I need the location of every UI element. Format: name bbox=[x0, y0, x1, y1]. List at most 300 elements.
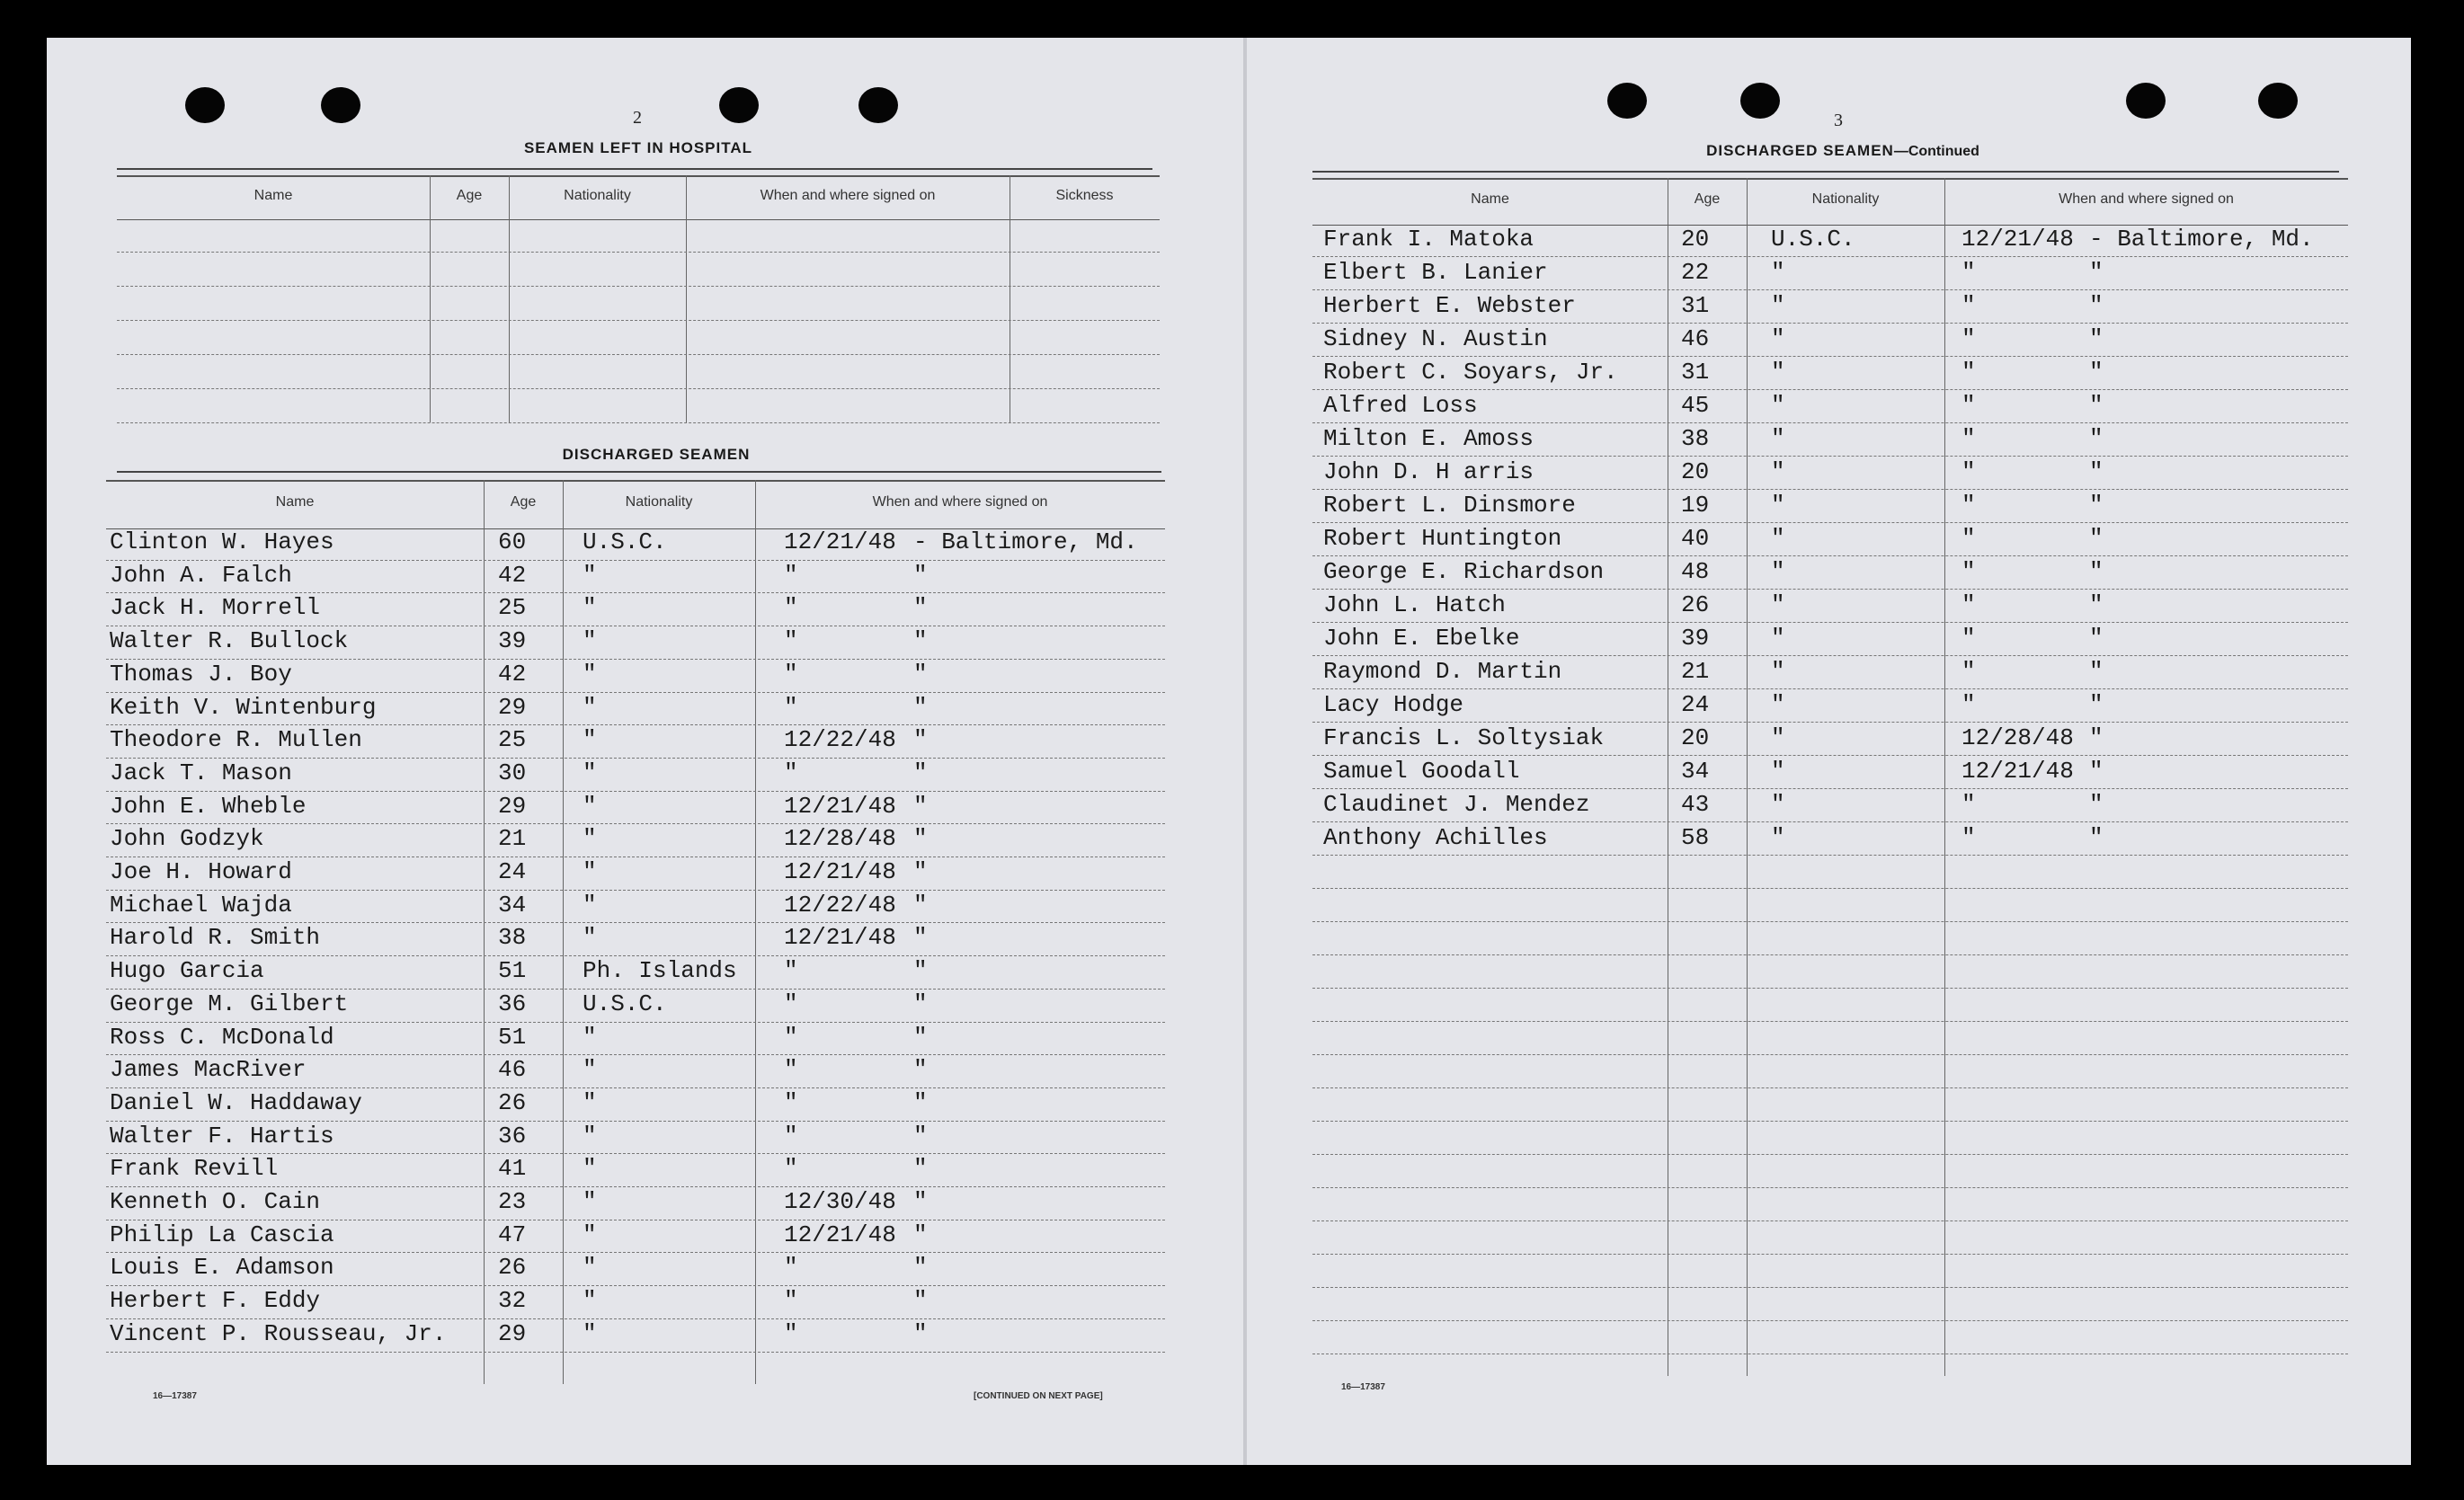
cell-place: " bbox=[913, 561, 928, 589]
column-header: When and where signed on bbox=[2059, 191, 2234, 207]
row-rule bbox=[117, 354, 1160, 355]
column-divider bbox=[484, 480, 485, 1384]
cell-place: - Baltimore, Md. bbox=[2089, 226, 2314, 253]
cell-place: " bbox=[913, 1023, 928, 1051]
cell-place: " bbox=[2089, 791, 2104, 818]
cell-name: Jack T. Mason bbox=[110, 759, 292, 786]
cell-date: " bbox=[784, 990, 798, 1017]
cell-name: Milton E. Amoss bbox=[1323, 425, 1534, 452]
cell-nationality: " bbox=[1771, 591, 1785, 618]
cell-place: " bbox=[913, 1220, 928, 1248]
cell-age: 39 bbox=[498, 627, 527, 655]
punch-hole bbox=[1740, 83, 1780, 119]
punch-hole bbox=[2258, 83, 2298, 119]
cell-age: 39 bbox=[1681, 625, 1710, 652]
cell-age: 30 bbox=[498, 759, 527, 786]
column-divider bbox=[755, 480, 756, 1384]
cell-date: 12/28/48 bbox=[784, 825, 896, 853]
cell-date: 12/21/48 bbox=[784, 528, 896, 555]
cell-place: " bbox=[2089, 691, 2104, 718]
cell-age: 25 bbox=[498, 594, 527, 622]
cell-name: Lacy Hodge bbox=[1323, 691, 1464, 718]
column-divider bbox=[1944, 178, 1945, 1376]
cell-age: 43 bbox=[1681, 791, 1710, 818]
row-rule bbox=[106, 1054, 1165, 1055]
cell-place: " bbox=[2089, 259, 2104, 286]
row-rule bbox=[1312, 1087, 2348, 1088]
cell-nationality: " bbox=[583, 726, 597, 754]
cell-date: " bbox=[784, 1023, 798, 1051]
cell-nationality: " bbox=[583, 1122, 597, 1149]
cell-name: Joe H. Howard bbox=[110, 858, 292, 885]
column-header: When and where signed on bbox=[872, 494, 1048, 510]
cell-date: " bbox=[1961, 658, 1976, 685]
cell-date: " bbox=[784, 1122, 798, 1149]
cell-date: 12/21/48 bbox=[784, 924, 896, 952]
row-rule bbox=[106, 1087, 1165, 1088]
cell-nationality: " bbox=[1771, 292, 1785, 319]
cell-name: John Godzyk bbox=[110, 825, 264, 853]
cell-name: Theodore R. Mullen bbox=[110, 726, 362, 754]
cell-place: " bbox=[2089, 658, 2104, 685]
cell-place: " bbox=[913, 825, 928, 853]
discharged-table-left bbox=[106, 480, 1165, 1384]
cell-name: Daniel W. Haddaway bbox=[110, 1088, 362, 1116]
title-continued: —Continued bbox=[1893, 144, 1979, 159]
cell-age: 26 bbox=[498, 1088, 527, 1116]
cell-date: " bbox=[1961, 292, 1976, 319]
cell-name: Ross C. McDonald bbox=[110, 1023, 334, 1051]
column-divider bbox=[430, 175, 431, 422]
cell-nationality: " bbox=[1771, 758, 1785, 785]
row-rule bbox=[1312, 1021, 2348, 1022]
cell-date: " bbox=[784, 561, 798, 589]
cell-name: John D. H arris bbox=[1323, 458, 1534, 485]
cell-name: George M. Gilbert bbox=[110, 990, 349, 1017]
cell-date: " bbox=[784, 1056, 798, 1084]
cell-place: " bbox=[913, 957, 928, 985]
cell-name: Harold R. Smith bbox=[110, 924, 321, 952]
cell-date: " bbox=[784, 693, 798, 721]
row-rule bbox=[117, 286, 1160, 287]
column-divider bbox=[686, 175, 687, 422]
cell-name: Alfred Loss bbox=[1323, 392, 1478, 419]
row-rule bbox=[117, 388, 1160, 389]
cell-age: 26 bbox=[498, 1254, 527, 1282]
punch-hole bbox=[1607, 83, 1647, 119]
cell-age: 38 bbox=[1681, 425, 1710, 452]
cell-name: Robert Huntington bbox=[1323, 525, 1562, 552]
cell-nationality: " bbox=[583, 1319, 597, 1347]
row-rule bbox=[106, 692, 1165, 693]
cell-place: " bbox=[913, 627, 928, 655]
cell-date: " bbox=[1961, 691, 1976, 718]
cell-age: 22 bbox=[1681, 259, 1710, 286]
column-header: Name bbox=[275, 494, 315, 510]
row-rule bbox=[1312, 1054, 2348, 1055]
row-rule bbox=[106, 659, 1165, 660]
cell-name: Raymond D. Martin bbox=[1323, 658, 1562, 685]
cell-age: 36 bbox=[498, 990, 527, 1017]
cell-place: " bbox=[913, 792, 928, 820]
cell-date: 12/21/48 bbox=[1961, 758, 2074, 785]
cell-place: " bbox=[913, 891, 928, 919]
cell-place: " bbox=[913, 924, 928, 952]
cell-age: 20 bbox=[1681, 458, 1710, 485]
cell-date: 12/22/48 bbox=[784, 726, 896, 754]
cell-date: " bbox=[784, 594, 798, 622]
cell-place: " bbox=[913, 1088, 928, 1116]
form-number-right: 16—17387 bbox=[1341, 1382, 1385, 1392]
cell-date: 12/21/48 bbox=[784, 858, 896, 885]
cell-place: " bbox=[2089, 292, 2104, 319]
row-rule bbox=[106, 758, 1165, 759]
cell-nationality: " bbox=[583, 594, 597, 622]
row-rule bbox=[1312, 1287, 2348, 1288]
cell-date: " bbox=[784, 1287, 798, 1315]
column-header: Age bbox=[456, 188, 483, 203]
cell-nationality: " bbox=[583, 1254, 597, 1282]
cell-date: " bbox=[784, 1319, 798, 1347]
cell-age: 47 bbox=[498, 1220, 527, 1248]
cell-date: " bbox=[1961, 492, 1976, 519]
cell-date: " bbox=[1961, 791, 1976, 818]
row-rule bbox=[106, 724, 1165, 725]
form-number-left: 16—17387 bbox=[153, 1391, 197, 1401]
cell-name: Thomas J. Boy bbox=[110, 660, 292, 688]
cell-age: 31 bbox=[1681, 359, 1710, 386]
cell-date: " bbox=[1961, 458, 1976, 485]
page-fold bbox=[1243, 38, 1247, 1465]
cell-nationality: " bbox=[1771, 359, 1785, 386]
cell-place: " bbox=[2089, 625, 2104, 652]
cell-name: Robert C. Soyars, Jr. bbox=[1323, 359, 1618, 386]
row-rule bbox=[106, 1318, 1165, 1319]
column-divider bbox=[1747, 178, 1748, 1376]
cell-date: " bbox=[1961, 325, 1976, 352]
cell-nationality: " bbox=[583, 627, 597, 655]
cell-date: 12/22/48 bbox=[784, 891, 896, 919]
cell-place: " bbox=[913, 1254, 928, 1282]
cell-age: 23 bbox=[498, 1188, 527, 1215]
row-rule bbox=[106, 989, 1165, 990]
column-header: Nationality bbox=[564, 188, 631, 203]
cell-nationality: " bbox=[1771, 658, 1785, 685]
cell-name: Herbert F. Eddy bbox=[110, 1287, 321, 1315]
cell-age: 29 bbox=[498, 1319, 527, 1347]
cell-date: " bbox=[1961, 392, 1976, 419]
row-rule bbox=[1312, 988, 2348, 989]
cell-nationality: U.S.C. bbox=[583, 528, 667, 555]
row-rule bbox=[1312, 1254, 2348, 1255]
cell-nationality: " bbox=[583, 759, 597, 786]
cell-date: " bbox=[1961, 425, 1976, 452]
continued-note: [CONTINUED ON NEXT PAGE] bbox=[974, 1391, 1103, 1401]
cell-nationality: " bbox=[1771, 691, 1785, 718]
page-number-left: 2 bbox=[633, 108, 642, 128]
cell-nationality: " bbox=[1771, 724, 1785, 751]
cell-place: " bbox=[913, 1188, 928, 1215]
cell-age: 45 bbox=[1681, 392, 1710, 419]
row-rule bbox=[1312, 323, 2348, 324]
row-rule bbox=[1312, 622, 2348, 623]
cell-place: " bbox=[913, 759, 928, 786]
cell-name: Louis E. Adamson bbox=[110, 1254, 334, 1282]
cell-age: 31 bbox=[1681, 292, 1710, 319]
cell-name: Walter R. Bullock bbox=[110, 627, 349, 655]
row-rule bbox=[1312, 589, 2348, 590]
punch-hole bbox=[2126, 83, 2166, 119]
cell-nationality: U.S.C. bbox=[1771, 226, 1855, 253]
cell-place: " bbox=[913, 726, 928, 754]
cell-name: Francis L. Soltysiak bbox=[1323, 724, 1605, 751]
hospital-section-title: SEAMEN LEFT IN HOSPITAL bbox=[523, 139, 753, 156]
column-header: Nationality bbox=[625, 494, 693, 510]
cell-nationality: " bbox=[583, 1220, 597, 1248]
cell-age: 46 bbox=[1681, 325, 1710, 352]
cell-place: " bbox=[913, 693, 928, 721]
cell-nationality: " bbox=[1771, 259, 1785, 286]
row-rule bbox=[1312, 788, 2348, 789]
cell-age: 32 bbox=[498, 1287, 527, 1315]
cell-date: " bbox=[784, 759, 798, 786]
cell-place: " bbox=[2089, 824, 2104, 851]
cell-nationality: " bbox=[583, 825, 597, 853]
row-rule bbox=[117, 320, 1160, 321]
cell-nationality: " bbox=[583, 1088, 597, 1116]
row-rule bbox=[117, 422, 1160, 423]
cell-place: " bbox=[2089, 325, 2104, 352]
row-rule bbox=[106, 1252, 1165, 1253]
row-rule bbox=[1312, 722, 2348, 723]
cell-age: 38 bbox=[498, 924, 527, 952]
cell-place: " bbox=[2089, 525, 2104, 552]
cell-name: Herbert E. Webster bbox=[1323, 292, 1576, 319]
row-rule bbox=[1312, 655, 2348, 656]
cell-date: 12/28/48 bbox=[1961, 724, 2074, 751]
cell-name: Kenneth O. Cain bbox=[110, 1188, 321, 1215]
cell-age: 34 bbox=[1681, 758, 1710, 785]
cell-date: " bbox=[784, 660, 798, 688]
cell-nationality: " bbox=[583, 660, 597, 688]
cell-date: " bbox=[784, 957, 798, 985]
page-number-right: 3 bbox=[1834, 111, 1843, 130]
discharged-table-right bbox=[1312, 178, 2348, 1376]
row-rule bbox=[1312, 256, 2348, 257]
cell-date: " bbox=[784, 627, 798, 655]
column-header: Nationality bbox=[1811, 191, 1880, 207]
row-rule bbox=[106, 1121, 1165, 1122]
cell-name: Samuel Goodall bbox=[1323, 758, 1520, 785]
cell-age: 19 bbox=[1681, 492, 1710, 519]
cell-nationality: " bbox=[1771, 325, 1785, 352]
cell-name: Walter F. Hartis bbox=[110, 1122, 334, 1149]
cell-name: Keith V. Wintenburg bbox=[110, 693, 377, 721]
column-header: When and where signed on bbox=[760, 188, 936, 203]
row-rule bbox=[117, 252, 1160, 253]
cell-place: " bbox=[913, 594, 928, 622]
cell-place: " bbox=[2089, 591, 2104, 618]
cell-date: 12/30/48 bbox=[784, 1188, 896, 1215]
cell-age: 48 bbox=[1681, 558, 1710, 585]
row-rule bbox=[1312, 555, 2348, 556]
cell-nationality: " bbox=[583, 792, 597, 820]
cell-nationality: " bbox=[583, 1188, 597, 1215]
cell-age: 29 bbox=[498, 792, 527, 820]
row-rule bbox=[1312, 356, 2348, 357]
cell-age: 34 bbox=[498, 891, 527, 919]
cell-age: 42 bbox=[498, 561, 527, 589]
row-rule bbox=[1312, 489, 2348, 490]
row-rule bbox=[106, 791, 1165, 792]
row-rule bbox=[106, 922, 1165, 923]
cell-age: 58 bbox=[1681, 824, 1710, 851]
column-header: Age bbox=[1694, 191, 1721, 207]
row-rule bbox=[106, 890, 1165, 891]
punch-hole bbox=[321, 87, 360, 123]
punch-hole bbox=[185, 87, 225, 123]
row-rule bbox=[106, 955, 1165, 956]
cell-nationality: " bbox=[583, 693, 597, 721]
cell-name: Michael Wajda bbox=[110, 891, 292, 919]
right-title-rule bbox=[1312, 171, 2339, 173]
row-rule bbox=[106, 1022, 1165, 1023]
row-rule bbox=[106, 560, 1165, 561]
column-header: Name bbox=[1471, 191, 1509, 207]
cell-place: " bbox=[913, 660, 928, 688]
cell-place: " bbox=[913, 1056, 928, 1084]
column-divider bbox=[563, 480, 564, 1384]
cell-nationality: " bbox=[1771, 625, 1785, 652]
cell-date: " bbox=[784, 1155, 798, 1183]
cell-place: " bbox=[2089, 425, 2104, 452]
cell-age: 24 bbox=[498, 858, 527, 885]
row-rule bbox=[106, 592, 1165, 593]
cell-nationality: " bbox=[583, 1155, 597, 1183]
punch-hole bbox=[858, 87, 898, 123]
cell-name: Jack H. Morrell bbox=[110, 594, 321, 622]
cell-nationality: " bbox=[583, 891, 597, 919]
cell-nationality: " bbox=[1771, 791, 1785, 818]
cell-place: " bbox=[913, 1319, 928, 1347]
punch-hole bbox=[719, 87, 759, 123]
cell-name: Vincent P. Rousseau, Jr. bbox=[110, 1319, 447, 1347]
cell-nationality: Ph. Islands bbox=[583, 957, 737, 985]
cell-name: Philip La Cascia bbox=[110, 1220, 334, 1248]
cell-nationality: " bbox=[583, 1023, 597, 1051]
hospital-title-rule bbox=[117, 168, 1152, 170]
cell-name: John A. Falch bbox=[110, 561, 292, 589]
cell-place: " bbox=[2089, 758, 2104, 785]
row-rule bbox=[106, 1153, 1165, 1154]
row-rule bbox=[1312, 422, 2348, 423]
cell-nationality: " bbox=[1771, 392, 1785, 419]
cell-name: James MacRiver bbox=[110, 1056, 307, 1084]
column-header: Age bbox=[510, 494, 537, 510]
cell-nationality: " bbox=[1771, 492, 1785, 519]
cell-place: " bbox=[913, 1287, 928, 1315]
cell-nationality: " bbox=[583, 924, 597, 952]
row-rule bbox=[1312, 921, 2348, 922]
cell-date: " bbox=[784, 1254, 798, 1282]
cell-nationality: " bbox=[1771, 824, 1785, 851]
row-rule bbox=[1312, 755, 2348, 756]
cell-age: 60 bbox=[498, 528, 527, 555]
cell-age: 29 bbox=[498, 693, 527, 721]
hospital-table bbox=[117, 175, 1160, 422]
cell-age: 26 bbox=[1681, 591, 1710, 618]
cell-place: " bbox=[913, 1122, 928, 1149]
cell-name: Hugo Garcia bbox=[110, 957, 264, 985]
cell-age: 25 bbox=[498, 726, 527, 754]
cell-place: " bbox=[913, 990, 928, 1017]
cell-place: " bbox=[2089, 724, 2104, 751]
cell-date: " bbox=[1961, 625, 1976, 652]
cell-date: 12/21/48 bbox=[784, 792, 896, 820]
cell-nationality: " bbox=[583, 1056, 597, 1084]
cell-date: " bbox=[1961, 525, 1976, 552]
cell-name: Elbert B. Lanier bbox=[1323, 259, 1548, 286]
column-divider bbox=[509, 175, 510, 422]
cell-name: John E. Ebelke bbox=[1323, 625, 1520, 652]
row-rule bbox=[1312, 522, 2348, 523]
cell-date: " bbox=[1961, 359, 1976, 386]
row-rule bbox=[1312, 389, 2348, 390]
cell-name: Clinton W. Hayes bbox=[110, 528, 334, 555]
row-rule bbox=[1312, 289, 2348, 290]
cell-nationality: " bbox=[583, 561, 597, 589]
cell-place: " bbox=[913, 858, 928, 885]
cell-age: 42 bbox=[498, 660, 527, 688]
column-header: Name bbox=[254, 188, 293, 203]
cell-name: Frank I. Matoka bbox=[1323, 226, 1534, 253]
row-rule bbox=[1312, 855, 2348, 856]
cell-name: Sidney N. Austin bbox=[1323, 325, 1548, 352]
cell-place: " bbox=[2089, 458, 2104, 485]
cell-nationality: " bbox=[583, 858, 597, 885]
cell-nationality: U.S.C. bbox=[583, 990, 667, 1017]
cell-date: 12/21/48 bbox=[1961, 226, 2074, 253]
cell-age: 21 bbox=[498, 825, 527, 853]
row-rule bbox=[1312, 688, 2348, 689]
discharged-section-title: DISCHARGED SEAMEN bbox=[562, 446, 751, 463]
row-rule bbox=[1312, 888, 2348, 889]
cell-name: Robert L. Dinsmore bbox=[1323, 492, 1576, 519]
cell-date: " bbox=[784, 1088, 798, 1116]
cell-nationality: " bbox=[1771, 558, 1785, 585]
row-rule bbox=[1312, 821, 2348, 822]
cell-place: - Baltimore, Md. bbox=[913, 528, 1138, 555]
column-header: Sickness bbox=[1055, 188, 1114, 203]
cell-date: " bbox=[1961, 824, 1976, 851]
cell-age: 46 bbox=[498, 1056, 527, 1084]
cell-nationality: " bbox=[1771, 425, 1785, 452]
row-rule bbox=[106, 823, 1165, 824]
row-rule bbox=[106, 1186, 1165, 1187]
cell-age: 20 bbox=[1681, 226, 1710, 253]
title-main: DISCHARGED SEAMEN bbox=[1706, 142, 1894, 159]
discharged-continued-title bbox=[1618, 142, 2068, 160]
cell-age: 24 bbox=[1681, 691, 1710, 718]
cell-age: 40 bbox=[1681, 525, 1710, 552]
row-rule bbox=[1312, 1187, 2348, 1188]
row-rule bbox=[106, 1352, 1165, 1353]
cell-age: 21 bbox=[1681, 658, 1710, 685]
cell-place: " bbox=[2089, 359, 2104, 386]
row-rule bbox=[1312, 954, 2348, 955]
cell-name: John L. Hatch bbox=[1323, 591, 1506, 618]
row-rule bbox=[1312, 1320, 2348, 1321]
